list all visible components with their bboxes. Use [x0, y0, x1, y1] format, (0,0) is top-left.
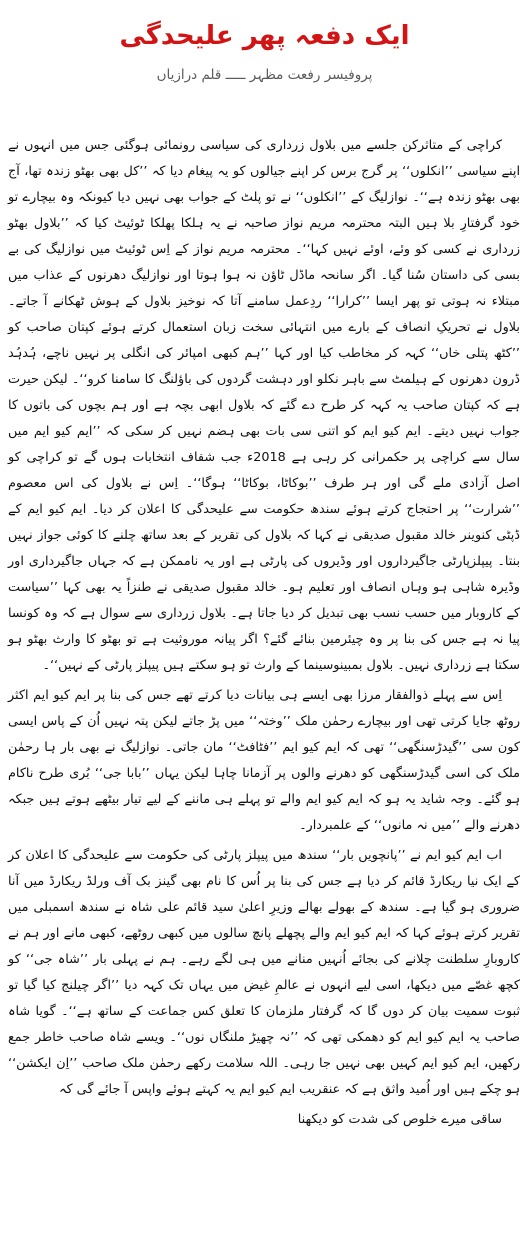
article-paragraph: اِس سے پہلے ذوالفقار مرزا بھی ایسے ہی بیانات دیا کرتے تھے جس کی بنا پر ایم کیو ایم اکثر روٹھ جایا کرتی تھی اور بیچارے رحمٰن ملک ’’وختہ‘‘ میں پڑ جاتے لیکن پتہ نہیں اُن کے پاس ایسی کون سی ’’گیدڑسنگھی‘‘ تھی کہ ایم کیو ایم ’’فٹافٹ‘‘ مان جاتی۔ نوازلیگ نے بھی بار ہا رحمٰن ملک کی اسی گیدڑسنگھی کو دھرنے والوں پر آزمانا چاہا لیکن یہاں ’’بابا جی‘‘ بُری طرح ناکام ہو گئے۔ وجہ شاید یہ ہو کہ ایم کیو ایم والے تو پہلے ہی ماننے کے لیے تیار بیٹھے ہوتے ہیں جبکہ دھرنے والے ’’میں نہ مانوں‘‘ کے علمبردار۔: [8, 688, 520, 833]
article-paragraph: کراچی کے متاثرکن جلسے میں بلاول زرداری کی سیاسی رونمائی ہوگئی جس میں انہوں نے اپنے سیاسی ’’انکلوں‘‘ پر گرج برس کر اپنے جیالوں کو یہ پیغام دیا کہ ’’کل بھی بھٹو زندہ تھا، آج بھی بھٹو زندہ ہے‘‘۔ نوازلیگ کے ’’انکلوں‘‘ نے تو پلٹ کے جواب بھی نہیں دیا کیونکہ وہ بیچارے تو خود گرفتارِ بلا ہیں البتہ محترمہ مریم نواز صاحبہ نے یہ ہلکا پھلکا ٹوئیٹ کیا کہ ’’بلاول بھٹو زرداری نے کسی کو وئے، اوئے نہیں کہا‘‘۔ محترمہ مریم نواز کے اِس ٹوئیٹ میں نوازلیگ کی بے بسی کی داستان سُنا گیا۔ اگر سانحہ ماڈل ٹاؤن نہ ہوا ہوتا اور نوازلیگ دھرنوں کے عذاب میں مبتلاء نہ ہوتی تو پھر ایسا ’’کرارا‘‘ ردِعمل سامنے آتا کہ نوخیز بلاول کے ہوش ٹھکانے آ جاتے۔ بلاول نے تحریکِ انصاف کے بارے میں انتہائی سخت زبان استعمال کرتے ہوئے کپتان صاحب کو ’’کٹھ پتلی خاں‘‘ کہہ کر مخاطب کیا اور کہا ’’ہم کبھی امپائر کی انگلی پر نہیں ناچے، ہُدہُد ڈرون دھرنوں کے ہیلمٹ سے باہر نکلو اور دہشت گردوں کی باؤلنگ کا سامنا کرو‘‘۔ لیکن حیرت ہے کہ کپتان صاحب یہ کہہ کر طرح دے گئے کہ بلاول ابھی بچہ ہے اور ہم بچوں کی باتوں کا جواب نہیں دیتے۔ ایم کیو ایم کو اتنی سی بات بھی ہضم نہیں کر سکی کہ ’’ایم کیو ایم میں سال سے کراچی پر حکمرانی کر رہی ہے 2018ء جب شفاف انتخابات ہوں گے تو کراچی کو اصل آزادی ملے گی اور ہر طرف ’’بوکاٹا، بوکاٹا‘‘ ہوگا‘‘۔ اِس نے بلاول کی اس معصوم ’’شرارت‘‘ پر احتجاج کرتے ہوئے سندھ حکومت سے علیحدگی کا اعلان کر دیا۔ ایم کیو ایم کے ڈپٹی کنوینر خالد مقبول صدیقی نے کہا کہ بلاول کی تقریر کے بعد ساتھ چلنے کا کوئی جواز نہیں بنتا۔ پیپلزپارٹی جاگیرداروں اور وڈیروں کی پارٹی ہے اور یہ ناممکن ہے کہ جہاں جاگیرداری اور وڈیرہ شاہی ہو وہاں انصاف اور تعلیم ہو۔ خالد مقبول صدیقی نے طنزاً یہ بھی کہا ’’سیاست کے کاروبار میں حسب نسب بھی تبدیل کر دیا جاتا ہے۔ بلاول زرداری سے سوال ہے کہ وہ کونسا پیا نہ ہے جس کی بنا پر وہ چیئرمین بنائے گئے؟ اگر پیانہ موروثیت ہے تو بھٹو کا وارث بھٹو ہو سکتا ہے زرداری نہیں۔ بلاول بمبینوسینما کے وارث تو ہو سکتے ہیں پیپلز پارٹی کے نہیں‘‘۔: [8, 138, 520, 673]
article-byline: پروفیسر رفعت مظہر ـــــ قلم درازیاں: [156, 67, 373, 83]
article-title: ایک دفعہ پھر علیحدگی: [119, 21, 410, 51]
article-body: [8, 133, 520, 1137]
article-paragraph: اب ایم کیو ایم نے ’’پانچویں بار‘‘ سندھ میں پیپلز پارٹی کی حکومت سے علیحدگی کا اعلان کر کے ایک نیا ریکارڈ قائم کر دیا ہے جس کی بنا پر اُس کا نام بھی گینز بک آف ورلڈ ریکارڈ میں آنا ضروری ہو گیا ہے۔ سندھ کے بھولے بھالے وزیرِ اعلیٰ سید قائم علی شاہ نے سندھ اسمبلی میں تقریر کرتے ہوئے کہا کہ ایم کیو ایم والے پچھلے پانچ سالوں میں کبھی روٹھے، کبھی مانے اور ہم نے کاروبارِ سلطنت چلانے کی بجائے اُنہیں منانے میں ہی لگے رہے۔ ہم نے پہلی بار ’’شاہ جی‘‘ کو کچھ غصّے میں دیکھا، اسی لیے انہوں نے عالمِ غیض میں یہاں تک کہہ دیا ’’اگر چیلنج کیا گیا تو ثبوت سمیت بیان کر دوں گا کہ گرفتار ملزمان کا تعلق کس جماعت کے ساتھ ہے‘‘۔ گویا شاہ صاحب یہ ایم کیو ایم کو دھمکی تھی کہ ’’نہ چھیڑ ملنگاں نوں‘‘۔ ویسے شاہ صاحب خاطر جمع رکھیں، ایم کیو ایم کہیں بھی نہیں جا رہی۔ اللہ سلامت رکھے رحمٰن ملک صاحب ’’اِن ایکشن‘‘ ہو چکے ہیں اور اُمید واثق ہے کہ عنقریب ایم کیو ایم یہ کہتے ہوئے واپس آ جائے گی کہ: [8, 848, 520, 1097]
article-closing-verse: ساقی میرے خلوص کی شدت کو دیکھنا: [297, 1112, 502, 1127]
